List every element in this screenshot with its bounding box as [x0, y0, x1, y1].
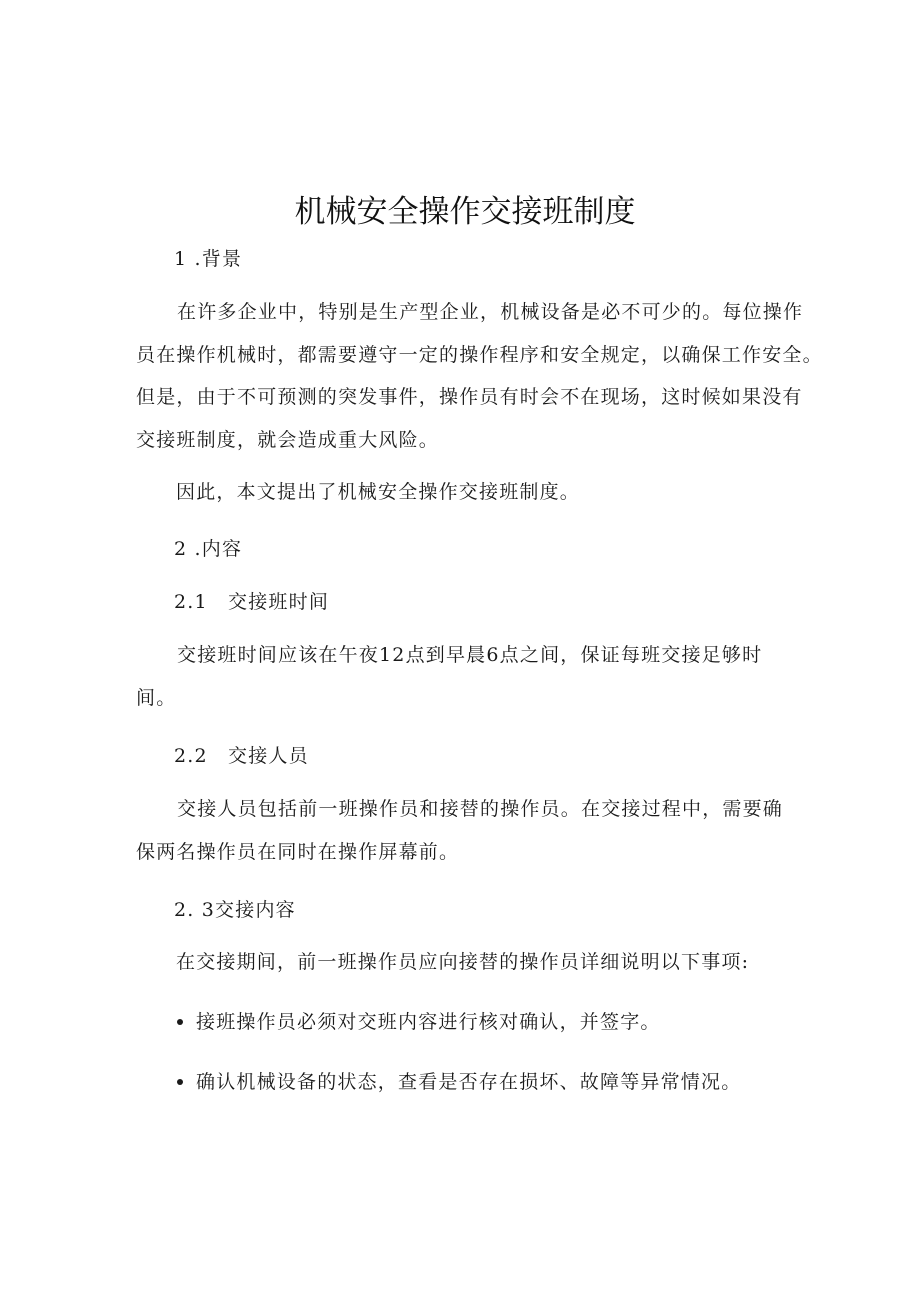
section-2-3-heading: 2. 3交接内容	[174, 899, 296, 921]
paragraph-line: 但是，由于不可预测的突发事件，操作员有时会不在现场，这时候如果没有	[136, 386, 803, 408]
section-2-2-heading: 2.2 交接人员	[174, 745, 309, 767]
list-item: 接班操作员必须对交班内容进行核对确认，并签字。	[196, 1011, 661, 1033]
paragraph-line: 在许多企业中，特别是生产型企业，机械设备是必不可少的。每位操作	[177, 301, 804, 323]
section-2-1-heading: 2.1 交接班时间	[174, 591, 330, 613]
paragraph-line: 交接班制度，就会造成重大风险。	[136, 429, 440, 451]
paragraph-line: 保两名操作员在同时在操作屏幕前。	[136, 841, 460, 863]
paragraph-line: 交接班时间应该在午夜12点到早晨6点之间，保证每班交接足够时	[177, 644, 763, 666]
list-item: 确认机械设备的状态，查看是否存在损坏、故障等异常情况。	[196, 1071, 742, 1093]
bullet-icon	[177, 1019, 183, 1025]
bullet-icon	[177, 1079, 183, 1085]
section-1-heading: 1 .背景	[174, 248, 243, 270]
paragraph-line: 因此，本文提出了机械安全操作交接班制度。	[176, 481, 581, 503]
document-title: 机械安全操作交接班制度	[294, 194, 636, 230]
paragraph-line: 员在操作机械时，都需要遵守一定的操作程序和安全规定，以确保工作安全。	[136, 344, 823, 366]
paragraph-line: 间。	[136, 687, 177, 709]
section-2-heading: 2 .内容	[174, 538, 243, 560]
paragraph-line: 在交接期间，前一班操作员应向接替的操作员详细说明以下事项:	[176, 951, 750, 973]
paragraph-line: 交接人员包括前一班操作员和接替的操作员。在交接过程中，需要确	[177, 798, 784, 820]
